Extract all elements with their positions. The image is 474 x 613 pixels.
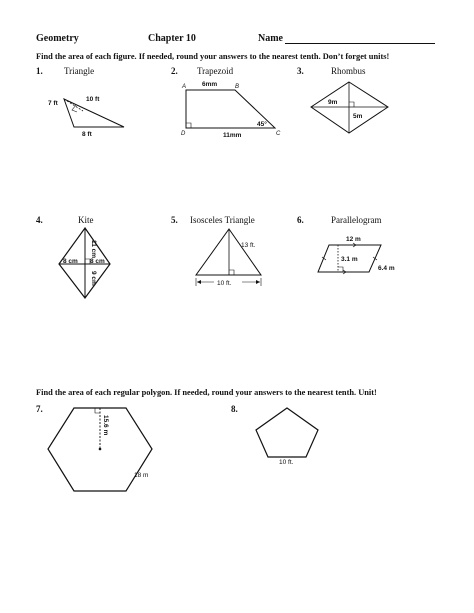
- triangle-label-height: 10 ft: [86, 96, 100, 103]
- trapezoid-label-top: 6mm: [202, 81, 218, 88]
- kite-label-top: 11 cm: [90, 240, 97, 259]
- name-label: Name: [258, 33, 283, 44]
- triangle-label-base: 8 ft: [82, 131, 92, 138]
- instructions-area: Find the area of each figure. If needed, round your answers to the nearest tenth. Don’t forget units!: [36, 52, 390, 61]
- problem-8-number: 8.: [231, 404, 238, 414]
- isosceles-label-height: 13 ft.: [241, 242, 256, 249]
- parallelogram-label-height: 3.1 m: [341, 256, 358, 263]
- problem-1-title: Triangle: [64, 66, 95, 76]
- hexagon-label-side: 18 m: [134, 472, 149, 479]
- problem-5-number: 5.: [171, 215, 178, 225]
- rhombus-label-diagonal2: 5m: [353, 113, 363, 120]
- problem-2-title: Trapezoid: [197, 66, 234, 76]
- parallelogram-label-base: 12 m: [346, 236, 361, 243]
- problem-4-title: Kite: [78, 215, 94, 225]
- chapter-label: Chapter 10: [148, 33, 196, 44]
- trapezoid-point-c: C: [276, 131, 281, 137]
- problem-4-number: 4.: [36, 215, 43, 225]
- trapezoid-label-angle: 45°: [257, 121, 267, 128]
- trapezoid-point-d: D: [181, 131, 186, 137]
- pentagon-label-side: 10 ft.: [279, 459, 294, 466]
- problem-3-title: Rhombus: [331, 66, 366, 76]
- trapezoid-label-bottom: 11mm: [223, 132, 242, 139]
- problem-5-title: Isosceles Triangle: [190, 215, 255, 225]
- rhombus-label-diagonal1: 9m: [328, 99, 338, 106]
- parallelogram-label-side: 6.4 m: [378, 265, 395, 272]
- problem-6-number: 6.: [297, 215, 304, 225]
- problem-1-number: 1.: [36, 66, 43, 76]
- problem-2-number: 2.: [171, 66, 178, 76]
- isosceles-label-base: 10 ft.: [217, 280, 232, 287]
- problem-6-title: Parallelogram: [331, 215, 382, 225]
- kite-label-right: 8 cm: [90, 258, 105, 265]
- problem-7-number: 7.: [36, 404, 43, 414]
- subject-label: Geometry: [36, 33, 79, 44]
- problem-3-number: 3.: [297, 66, 304, 76]
- kite-label-left: 8 cm: [63, 258, 78, 265]
- triangle-label-side: 7 ft: [48, 100, 58, 107]
- trapezoid-point-b: B: [235, 84, 240, 90]
- kite-label-bottom: 9 cm: [90, 271, 97, 286]
- trapezoid-point-a: A: [182, 84, 187, 90]
- hexagon-label-apothem: 15.6 m: [102, 415, 109, 436]
- instructions-regular-polygon: Find the area of each regular polygon. If needed, round your answers to the nearest tenth. Unit!: [36, 388, 377, 397]
